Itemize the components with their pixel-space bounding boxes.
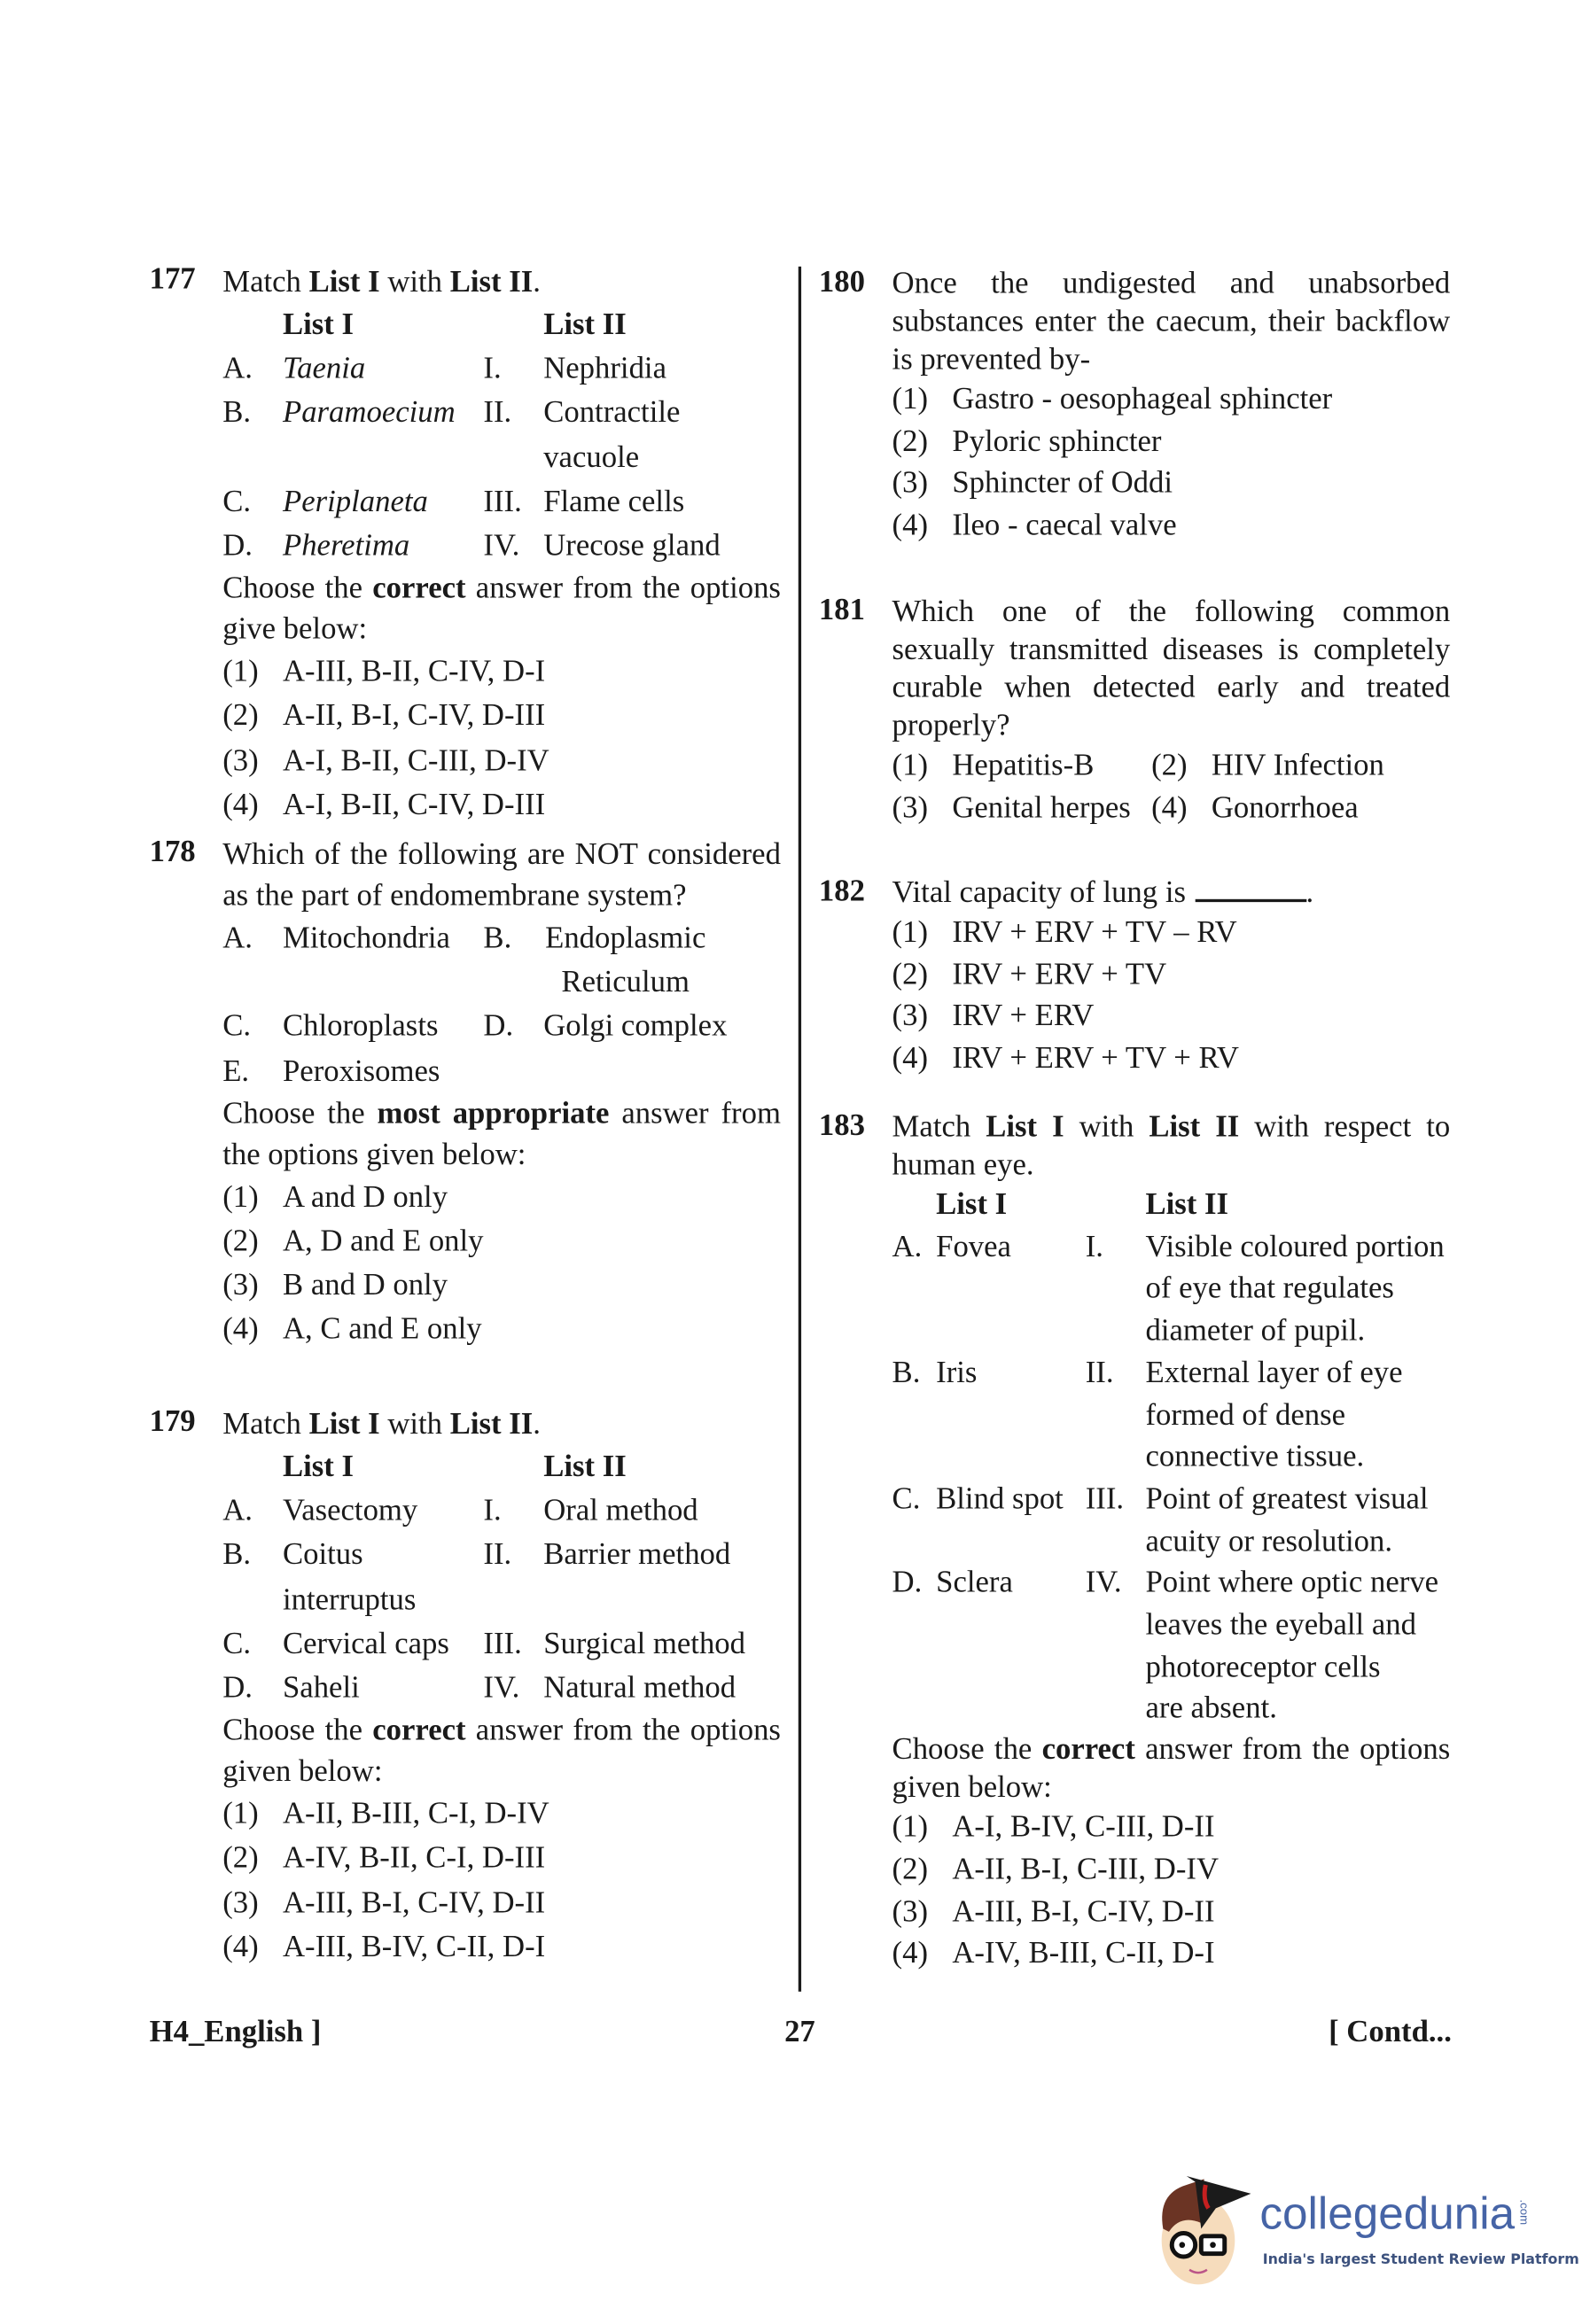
option-text: Gastro - oesophageal sphincter (952, 380, 1333, 416)
stem-end: . (1305, 874, 1314, 910)
text-segment: with (379, 263, 450, 299)
option-text: A-IV, B-II, C-I, D-III (282, 1839, 546, 1876)
list-ii-item: Point of greatest visual acuity or resolution. (1145, 1480, 1429, 1558)
text-segment: . (533, 1405, 541, 1442)
question-stem (892, 1108, 1451, 1184)
text-segment: answer from the options given below: (892, 1730, 1451, 1805)
list-i-letter: A. (222, 350, 253, 386)
list-ii-header: List II (543, 1448, 627, 1484)
option-text: A-I, B-IV, C-III, D-II (952, 1808, 1215, 1845)
text-segment: answer from the options given below: (222, 1094, 781, 1171)
collegedunia-logo (1151, 2165, 1579, 2290)
option-text: Pyloric sphincter (952, 423, 1162, 458)
statement-text: Peroxisomes (282, 1052, 440, 1088)
option-label: (4) (892, 1039, 929, 1076)
column-divider (799, 267, 801, 1992)
list-ii-numeral: I. (483, 350, 502, 386)
option-text: A and D only (282, 1178, 448, 1214)
option-label: (4) (892, 507, 929, 542)
list-ii-item: External layer of eye formed of dense connective tissue. (1145, 1354, 1403, 1474)
option-label: (3) (222, 1267, 259, 1302)
statement-letter: E. (222, 1052, 250, 1088)
question-number: 178 (149, 833, 196, 869)
option-text: A-I, B-II, C-IV, D-III (282, 786, 546, 821)
list-i-letter: D. (892, 1564, 923, 1600)
list-ii-numeral: IV. (483, 527, 520, 563)
list-i-letter: B. (892, 1354, 921, 1390)
list-ii-item: Urecose gland (543, 527, 721, 563)
option-label: (2) (892, 423, 929, 458)
text-segment: with (1064, 1108, 1149, 1144)
option-label: (2) (222, 1223, 259, 1258)
list-i-item: Iris (936, 1354, 978, 1390)
option-label: (4) (1151, 789, 1188, 825)
option-text: A-II, B-I, C-IV, D-III (282, 697, 546, 734)
text-segment: Choose the (892, 1730, 1042, 1767)
answer-option[interactable] (892, 744, 1152, 786)
text-segment: Match (222, 263, 309, 299)
question-183 (819, 1108, 1450, 1974)
option-label: (2) (222, 697, 259, 734)
question-178 (150, 833, 781, 1350)
list-i-letter: C. (222, 483, 252, 518)
list-i-item: Cervical caps (282, 1625, 449, 1660)
option-label: (4) (222, 1928, 259, 1964)
answer-option[interactable] (222, 1174, 781, 1218)
question-body (892, 377, 1451, 546)
question-181 (819, 592, 1450, 828)
option-label: (2) (892, 1850, 929, 1886)
statement-letter: B. (483, 919, 512, 955)
statement-letter: D. (483, 1007, 514, 1044)
list-i-item: Saheli (282, 1669, 360, 1705)
spacer (222, 1444, 283, 1488)
answer-option[interactable] (892, 1890, 1451, 1931)
option-text: A-III, B-IV, C-II, D-I (282, 1928, 546, 1964)
question-stem (892, 873, 1451, 911)
option-text: Ileo - caecal valve (952, 507, 1177, 542)
list-ii-item: Visible coloured portion of eye that regulates diameter of pupil. (1145, 1228, 1445, 1348)
statement-letter: A. (222, 919, 253, 955)
list-i-item: Periplaneta (282, 483, 428, 518)
option-label: (1) (892, 746, 929, 782)
answer-option[interactable] (1151, 744, 1450, 786)
list-ii-numeral: IV. (483, 1669, 520, 1705)
option-text: A-III, B-I, C-IV, D-II (282, 1884, 546, 1920)
answer-option[interactable] (222, 649, 781, 694)
answer-option[interactable] (892, 1806, 1451, 1847)
question-number: 183 (818, 1107, 865, 1143)
question-number: 182 (818, 873, 865, 908)
answer-option[interactable] (222, 1792, 781, 1836)
list-ii-item: Surgical method (543, 1625, 746, 1660)
question-header (819, 592, 1450, 744)
question-stem (222, 1403, 781, 1443)
bold-text: correct (1041, 1730, 1135, 1767)
question-header (150, 260, 781, 301)
option-text: A-II, B-III, C-I, D-IV (282, 1795, 549, 1831)
question-body (892, 911, 1451, 1079)
list-ii-item: Natural method (543, 1669, 736, 1705)
statement-text (543, 1048, 781, 1092)
question-number: 180 (818, 263, 865, 299)
option-label: (4) (222, 1310, 259, 1347)
spacer (483, 1444, 543, 1488)
list-ii-numeral: I. (483, 1492, 502, 1528)
list-i-letter: C. (892, 1480, 921, 1516)
question-body (892, 1183, 1451, 1973)
list-i-letter: A. (222, 1492, 253, 1528)
list-i-header: List I (282, 1448, 355, 1484)
question-number: 181 (818, 591, 865, 627)
option-label: (3) (222, 742, 259, 778)
text-segment: . (533, 263, 541, 299)
option-label: (3) (222, 1884, 259, 1920)
option-text: A-IV, B-III, C-II, D-I (952, 1934, 1215, 1970)
answer-option[interactable] (222, 1218, 781, 1263)
list-i-letter: D. (222, 1669, 253, 1705)
bold-text: most appropriate (377, 1094, 610, 1131)
option-label: (1) (222, 1178, 259, 1214)
match-table (222, 301, 781, 567)
answer-option[interactable] (892, 1037, 1451, 1078)
option-label: (4) (222, 786, 259, 821)
option-text: IRV + ERV + TV (952, 955, 1167, 991)
statement-letter: C. (222, 1007, 252, 1044)
question-header (150, 1403, 781, 1443)
text-segment: Match (222, 1405, 309, 1442)
answer-option[interactable] (222, 1263, 781, 1307)
question-body (892, 744, 1451, 828)
list-i-letter: A. (892, 1228, 923, 1263)
option-text: Gonorrhoea (1211, 789, 1359, 825)
option-text: A, C and E only (282, 1310, 482, 1347)
list-ii-numeral: IV. (1085, 1564, 1122, 1600)
bold-text: List I (308, 1405, 380, 1442)
option-text: HIV Infection (1211, 746, 1384, 782)
answer-option[interactable] (222, 1880, 781, 1924)
option-text: Sphincter of Oddi (952, 464, 1173, 501)
list-i-header: List I (936, 1185, 1008, 1222)
option-label: (2) (1151, 746, 1188, 782)
match-table (892, 1183, 1451, 1729)
text-segment: with respect to human eye. (892, 1108, 1451, 1182)
mascot-icon (1151, 2165, 1259, 2290)
continued-label: [ Contd... (1329, 2013, 1452, 2049)
option-label: (2) (222, 1839, 259, 1876)
option-label: (4) (892, 1934, 929, 1970)
booklet-code: H4_English ] (149, 2013, 322, 2049)
spacer (892, 1183, 937, 1224)
option-text: IRV + ERV + TV – RV (952, 913, 1237, 950)
option-label: (3) (892, 464, 929, 501)
bold-text: List I (308, 263, 380, 299)
list-i-item: Taenia (282, 350, 366, 386)
list-i-item: Vasectomy (282, 1492, 418, 1528)
list-ii-numeral: II. (483, 394, 512, 430)
bold-text: List II (1149, 1108, 1240, 1144)
bold-text: List I (986, 1108, 1064, 1144)
list-ii-item: Contractile vacuole (543, 394, 681, 474)
answer-option[interactable] (222, 781, 781, 826)
option-label: (3) (892, 1893, 929, 1928)
answer-option[interactable] (892, 462, 1451, 503)
list-ii-numeral: III. (483, 483, 522, 518)
option-label: (1) (892, 380, 929, 416)
text-segment: Choose the (222, 1094, 378, 1131)
answer-option[interactable] (892, 952, 1451, 994)
options-list (222, 1174, 781, 1351)
option-text: A-III, B-II, C-IV, D-I (282, 653, 546, 689)
list-ii-item: Flame cells (543, 483, 685, 518)
list-i-item: Fovea (936, 1228, 1011, 1263)
list-ii-item: Nephridia (543, 350, 666, 386)
bold-text: correct (372, 570, 466, 605)
options-list (222, 1792, 781, 1969)
list-ii-header: List II (1145, 1185, 1229, 1222)
option-text: A-III, B-I, C-IV, D-II (952, 1893, 1215, 1928)
question-stem (222, 260, 781, 301)
option-label: (3) (892, 789, 929, 825)
bold-text: List II (449, 263, 534, 299)
option-label: (1) (892, 913, 929, 950)
options-list (892, 744, 1451, 828)
statement-text: Golgi complex (543, 1007, 728, 1044)
options-list (892, 1806, 1451, 1974)
list-i-letter: B. (222, 394, 252, 430)
question-body (222, 915, 781, 1351)
option-text: A-I, B-II, C-III, D-IV (282, 742, 549, 778)
list-ii-numeral: I. (1085, 1228, 1103, 1263)
answer-option[interactable] (222, 737, 781, 781)
question-header (819, 264, 1450, 378)
answer-option[interactable] (892, 1848, 1451, 1890)
list-ii-item: Point where optic nerve leaves the eyeball and photoreceptor cells are absent. (1145, 1564, 1439, 1726)
text-segment: Match (892, 1108, 986, 1144)
instruction-text (892, 1729, 1451, 1806)
options-list (222, 649, 781, 827)
answer-option[interactable] (892, 504, 1451, 546)
answer-option[interactable] (892, 995, 1451, 1037)
spacer (483, 301, 543, 346)
question-body (222, 301, 781, 826)
option-label: (3) (892, 998, 929, 1033)
bold-text: correct (372, 1712, 466, 1748)
list-ii-header: List II (543, 306, 627, 342)
text-segment: answer from the options give below: (222, 570, 781, 647)
list-i-item: Blind spot (936, 1480, 1064, 1516)
logo-suffix: .com (1517, 2199, 1531, 2226)
question-number: 179 (149, 1403, 196, 1439)
question-stem (892, 592, 1451, 744)
answer-option[interactable] (892, 377, 1451, 419)
list-i-item: Coitus interruptus (282, 1536, 417, 1617)
option-label: (1) (892, 1808, 929, 1845)
answer-option[interactable] (222, 1836, 781, 1880)
instruction-text (222, 1092, 781, 1175)
statement-letter (483, 1048, 543, 1092)
list-ii-numeral: II. (483, 1536, 512, 1573)
option-text: B and D only (282, 1267, 448, 1302)
text-segment: with (379, 1405, 450, 1442)
list-i-letter: B. (222, 1536, 252, 1573)
list-ii-item: Oral method (543, 1492, 698, 1528)
option-text: Hepatitis-B (952, 746, 1095, 782)
question-179 (150, 1403, 781, 1968)
answer-option[interactable] (222, 1307, 781, 1351)
option-text: IRV + ERV + TV + RV (952, 1039, 1239, 1076)
list-ii-item: Barrier method (543, 1536, 731, 1573)
list-i-letter: D. (222, 527, 253, 563)
option-text: Genital herpes (952, 789, 1131, 825)
page-number: 27 (784, 2013, 815, 2049)
logo-tagline: India's largest Student Review Platform (1262, 2252, 1579, 2269)
list-i-header: List I (282, 306, 355, 342)
instruction-text (222, 567, 781, 649)
question-header (819, 1108, 1450, 1184)
spacer (222, 301, 283, 346)
question-180 (819, 264, 1450, 547)
list-i-letter: C. (222, 1625, 252, 1660)
list-i-item: Pheretima (282, 527, 410, 563)
answer-option[interactable] (892, 420, 1451, 462)
text-segment: answer from the options given below: (222, 1712, 781, 1789)
text-segment: Which of the following are NOT considered as the part of endomembrane system? (222, 836, 781, 913)
answer-option[interactable] (892, 911, 1451, 952)
logo-wordmark: collegedunia (1259, 2188, 1516, 2240)
instruction-text (222, 1709, 781, 1792)
option-label: (1) (222, 653, 259, 689)
options-list (892, 377, 1451, 546)
question-stem (892, 264, 1451, 378)
option-label: (2) (892, 955, 929, 991)
statement-text: Endoplasmic Reticulum (545, 919, 706, 999)
bold-text: List II (449, 1405, 534, 1442)
answer-option[interactable] (892, 786, 1152, 828)
list-ii-numeral: III. (483, 1625, 522, 1660)
match-table (222, 1444, 781, 1710)
answer-blank (1195, 873, 1306, 902)
question-182 (819, 873, 1450, 1079)
question-header (150, 833, 781, 915)
spacer (1086, 1183, 1146, 1224)
text-segment: Vital capacity of lung is (892, 874, 1186, 910)
answer-option[interactable] (222, 693, 781, 737)
question-number: 177 (149, 260, 196, 296)
question-header (819, 873, 1450, 911)
option-text: A-II, B-I, C-III, D-IV (952, 1850, 1220, 1886)
answer-option[interactable] (222, 1924, 781, 1968)
list-ii-numeral: III. (1085, 1480, 1125, 1516)
answer-option[interactable] (1151, 786, 1450, 828)
list-i-item: Paramoecium (282, 394, 456, 430)
answer-option[interactable] (892, 1931, 1451, 1973)
statement-text: Chloroplasts (282, 1007, 439, 1044)
option-label: (1) (222, 1795, 259, 1831)
text-segment: Choose the (222, 1712, 373, 1748)
options-list (892, 911, 1451, 1079)
text-segment: Choose the (222, 570, 373, 605)
question-body (222, 1444, 781, 1969)
text-segment: Once the undigested and unabsorbed substances enter the caecum, their backflow is prevented by- (892, 265, 1451, 377)
statement-list (222, 915, 781, 1092)
list-ii-numeral: II. (1085, 1354, 1114, 1390)
question-stem (222, 833, 781, 915)
text-segment: Which one of the following common sexually transmitted diseases is completely curable when detected early and treated properly? (892, 593, 1451, 742)
statement-text: Mitochondria (282, 919, 450, 955)
list-i-item: Sclera (936, 1564, 1013, 1600)
option-text: IRV + ERV (952, 998, 1095, 1033)
option-text: A, D and E only (282, 1223, 484, 1258)
question-177 (150, 260, 781, 826)
